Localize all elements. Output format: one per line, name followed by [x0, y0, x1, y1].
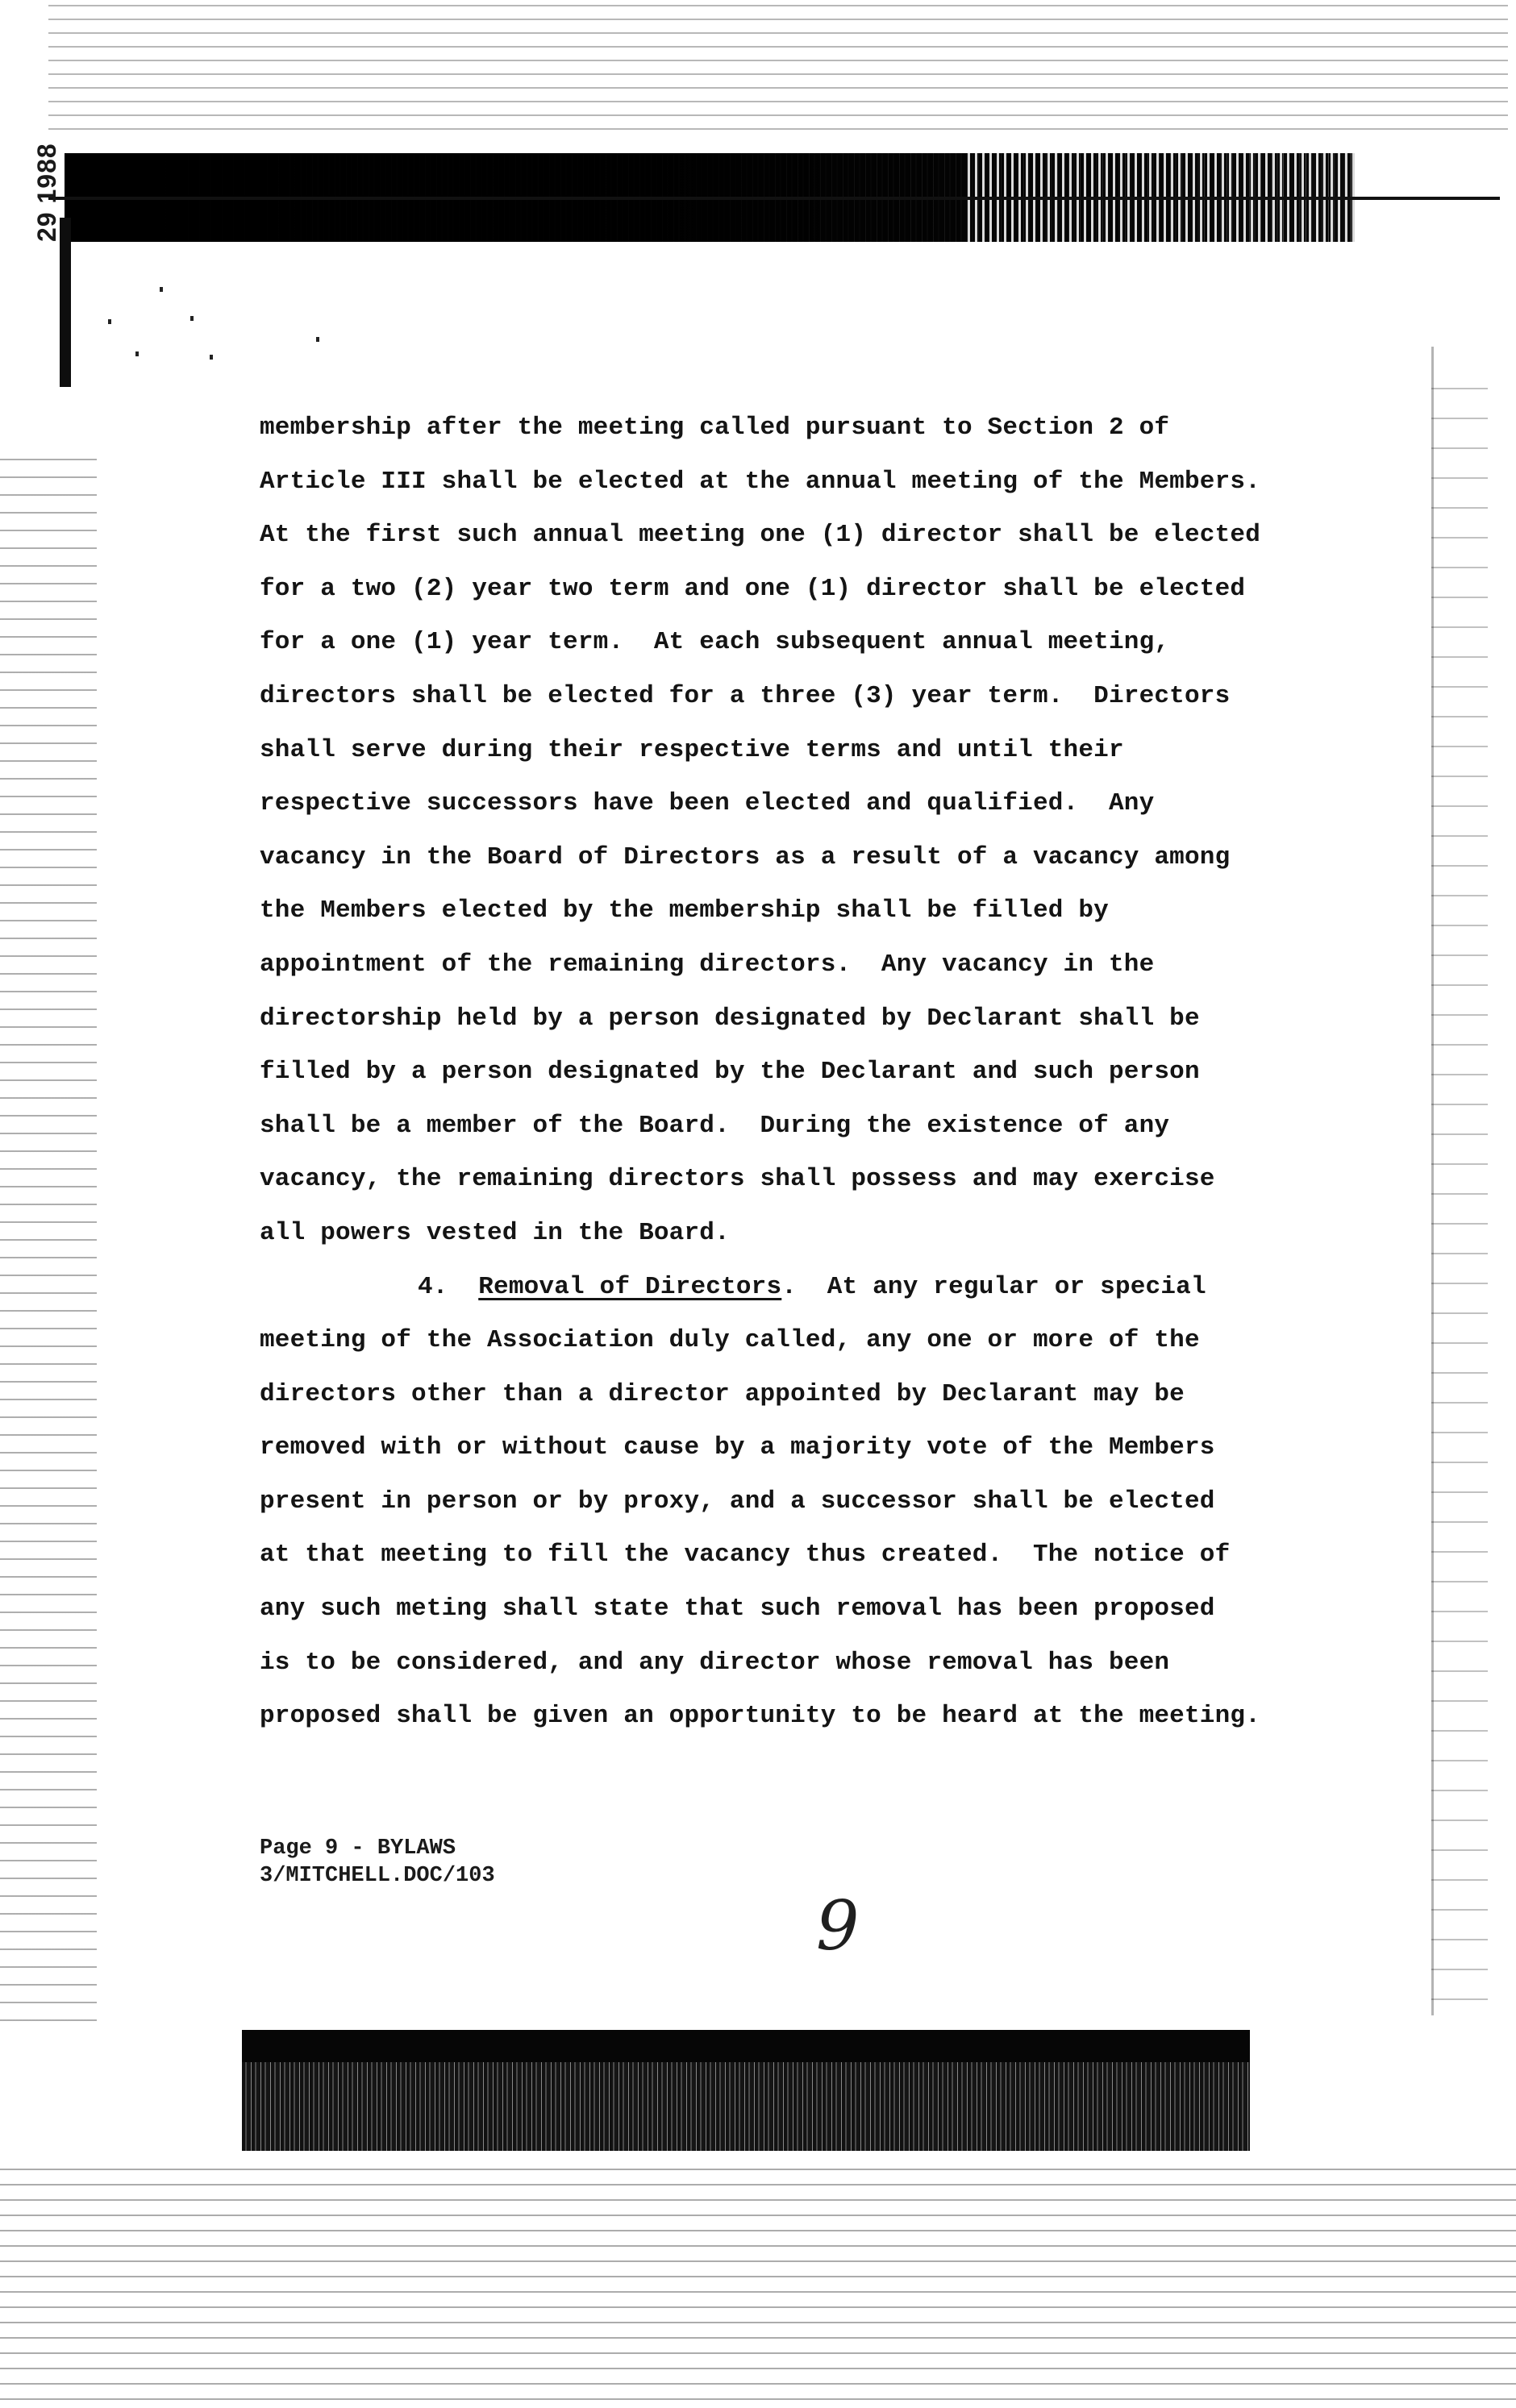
body-line: directors shall be elected for a three (3) year term. Directors — [260, 681, 1231, 710]
body-line: present in person or by proxy, and a successor shall be elected — [260, 1487, 1215, 1516]
scan-black-band-bottom-edge — [242, 2030, 1250, 2062]
scan-noise-right-margin — [1431, 363, 1488, 2015]
body-line: vacancy in the Board of Directors as a result of a vacancy among — [260, 842, 1231, 871]
page-footer — [260, 1835, 495, 1890]
body-line: removed with or without cause by a majority vote of the Members — [260, 1433, 1215, 1462]
section-4-first-line — [260, 1261, 1405, 1315]
body-line: shall be a member of the Board. During the existence of any — [260, 1111, 1170, 1140]
body-line: vacancy, the remaining directors shall possess and may exercise — [260, 1165, 1215, 1194]
body-line: shall serve during their respective terms and until their — [260, 735, 1124, 764]
received-date-stamp: 29 1988 — [32, 143, 61, 242]
body-line: all powers vested in the Board. — [260, 1218, 730, 1247]
body-line: is to be considered, and any director whose removal has been — [260, 1648, 1170, 1677]
footer-doc-id: 3/MITCHELL.DOC/103 — [260, 1864, 495, 1888]
section-number: 4. — [418, 1272, 448, 1301]
scan-rule-top — [48, 197, 1500, 200]
body-line: proposed shall be given an opportunity to be heard at the meeting. — [260, 1702, 1260, 1731]
body-line: for a one (1) year term. At each subsequent annual meeting, — [260, 628, 1170, 657]
body-line: at that meeting to fill the vacancy thus created. The notice of — [260, 1541, 1231, 1570]
bylaws-body — [260, 401, 1405, 1744]
body-line: filled by a person designated by the Declarant and such person — [260, 1058, 1200, 1087]
body-line: any such meting shall state that such removal has been proposed — [260, 1595, 1215, 1624]
footer-page-label: Page 9 - BYLAWS — [260, 1836, 456, 1861]
body-line: respective successors have been elected and qualified. Any — [260, 789, 1155, 818]
scan-left-bar — [60, 218, 71, 387]
scan-noise-top — [48, 0, 1508, 137]
scan-noise-bottom — [0, 2161, 1516, 2408]
handwritten-page-number: 9 — [816, 1886, 860, 1965]
body-line: directors other than a director appointed by Declarant may be — [260, 1379, 1185, 1408]
body-line: At the first such annual meeting one (1) director shall be elected — [260, 521, 1260, 550]
scan-noise-left-margin — [0, 451, 97, 2032]
section-heading-removal-of-directors: Removal of Directors — [478, 1272, 782, 1301]
body-line: membership after the meeting called pursuant to Section 2 of — [260, 414, 1170, 442]
body-line: for a two (2) year two term and one (1) director shall be elected — [260, 574, 1246, 603]
body-line: meeting of the Association duly called, any one or more of the — [260, 1326, 1200, 1355]
body-line: appointment of the remaining directors. Any vacancy in the — [260, 950, 1155, 979]
body-line: the Members elected by the membership shall be filled by — [260, 896, 1109, 925]
section-first-line-rest: . At any regular or special — [781, 1272, 1206, 1301]
body-line: Article III shall be elected at the annual meeting of the Members. — [260, 467, 1260, 496]
body-line: directorship held by a person designated by Declarant shall be — [260, 1004, 1200, 1033]
